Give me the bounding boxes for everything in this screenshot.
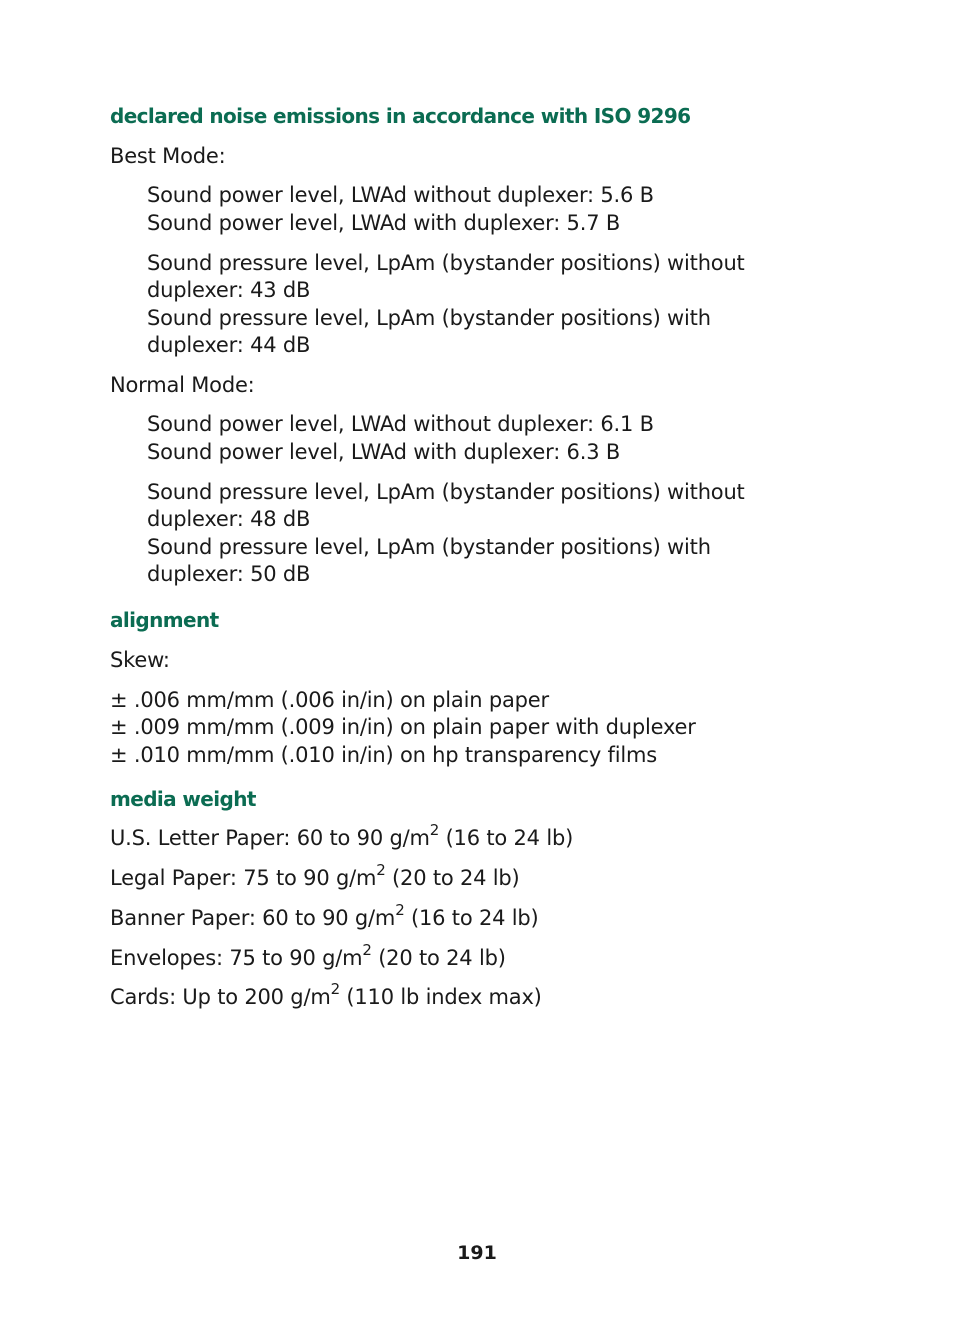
skew-label: Skew: (110, 648, 170, 672)
normal-mode-label: Normal Mode: (110, 373, 255, 397)
media-weight-letter: U.S. Letter Paper: 60 to 90 $g/m^2$ (16 to 24 lb) (110, 821, 574, 850)
best-mode-label: Best Mode: (110, 144, 226, 168)
normal-lwad-with: Sound power level, LWAd with duplexer: 6.3 B (147, 440, 621, 464)
normal-lpam-with-line2: duplexer: 50 dB (147, 562, 311, 586)
skew-item-transparency: ± .010 mm/mm (.010 in/in) on hp transparency films (110, 743, 657, 767)
page-number: 191 (457, 1242, 497, 1264)
noise-emissions-heading: declared noise emissions in accordance with ISO 9296 (110, 104, 691, 128)
normal-lpam-with-line1: Sound pressure level, LpAm (bystander positions) with (147, 535, 711, 559)
best-lpam-with-line2: duplexer: 44 dB (147, 333, 311, 357)
media-weight-cards: Cards: Up to 200 $g/m^2$ (110 lb index max) (110, 980, 542, 1009)
media-weight-heading: media weight (110, 787, 256, 811)
media-weight-envelopes: Envelopes: 75 to 90 $g/m^2$ (20 to 24 lb) (110, 941, 506, 970)
best-lwad-without: Sound power level, LWAd without duplexer: 5.6 B (147, 183, 654, 207)
best-lpam-without-line2: duplexer: 43 dB (147, 278, 311, 302)
best-lpam-without-line1: Sound pressure level, LpAm (bystander positions) without (147, 251, 745, 275)
best-lpam-with-line1: Sound pressure level, LpAm (bystander positions) with (147, 306, 711, 330)
skew-item-duplexer: ± .009 mm/mm (.009 in/in) on plain paper with duplexer (110, 715, 696, 739)
normal-lpam-without-line2: duplexer: 48 dB (147, 507, 311, 531)
normal-lpam-without-line1: Sound pressure level, LpAm (bystander positions) without (147, 480, 745, 504)
skew-item-plain: ± .006 mm/mm (.006 in/in) on plain paper (110, 688, 549, 712)
alignment-heading: alignment (110, 608, 219, 632)
best-lwad-with: Sound power level, LWAd with duplexer: 5.7 B (147, 211, 621, 235)
media-weight-legal: Legal Paper: 75 to 90 $g/m^2$ (20 to 24 lb) (110, 861, 520, 890)
media-weight-banner: Banner Paper: 60 to 90 $g/m^2$ (16 to 24 lb) (110, 901, 539, 930)
normal-lwad-without: Sound power level, LWAd without duplexer: 6.1 B (147, 412, 654, 436)
